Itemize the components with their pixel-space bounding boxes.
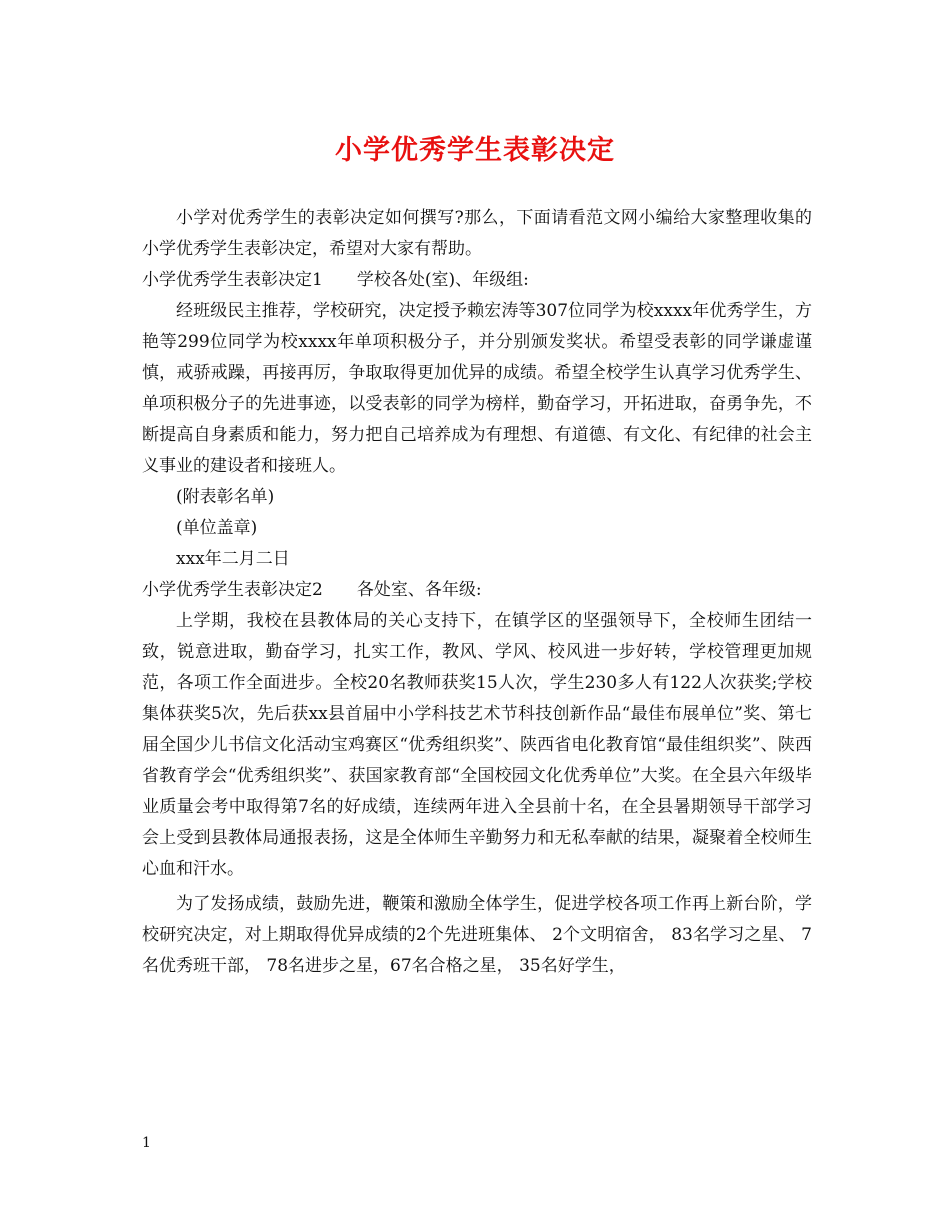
page-number: 1 xyxy=(142,1135,151,1151)
section-2-paragraph-2: 为了发扬成绩，鼓励先进，鞭策和激励全体学生，促进学校各项工作再上新台阶，学校研究决定，对上期取得优异成绩的2个先进班集体、 2个文明宿舍， 83名学习之星、 7名优秀班干部， 78名进步之星，67名合格之星， 35名好学生， xyxy=(142,894,812,976)
attachment-note: (附表彰名单) xyxy=(176,487,275,507)
issue-date: xxx年二月二日 xyxy=(176,549,290,569)
section-1-body: 经班级民主推荐，学校研究，决定授予赖宏涛等307位同学为校xxxx年优秀学生，方艳等299位同学为校xxxx年单项积极分子，并分别颁发奖状。希望受表彰的同学谦虚谨慎，戒骄戒躁，再接再厉，争取取得更加优异的成绩。希望全校学生认真学习优秀学生、单项积极分子的先进事迹，以受表彰的同学为榜样，勤奋学习，开拓进取，奋勇争先，不断提高自身素质和能力，努力把自己培养成为有理想、有道德、有文化、有纪律的社会主义事业的建设者和接班人。 xyxy=(142,301,812,476)
document-title: 小学优秀学生表彰决定 xyxy=(335,135,615,166)
section-2-heading: 小学优秀学生表彰决定2 各处室、各年级: xyxy=(142,580,482,600)
document-body xyxy=(142,203,812,982)
section-1-heading: 小学优秀学生表彰决定1 学校各处(室)、年级组: xyxy=(142,270,529,290)
seal-note: (单位盖章) xyxy=(176,518,258,538)
intro-paragraph: 小学对优秀学生的表彰决定如何撰写?那么，下面请看范文网小编给大家整理收集的小学优秀学生表彰决定，希望对大家有帮助。 xyxy=(142,208,812,259)
section-2-paragraph-1: 上学期，我校在县教体局的关心支持下，在镇学区的坚强领导下，全校师生团结一致，锐意进取，勤奋学习，扎实工作，教风、学风、校风进一步好转，学校管理更加规范，各项工作全面进步。全校20名教师获奖15人次，学生230多人有122人次获奖;学校集体获奖5次，先后获xx县首届中小学科技艺术节科技创新作品“最佳布展单位”奖、第七届全国少儿书信文化活动宝鸡赛区“优秀组织奖”、陕西省电化教育馆“最佳组织奖”、陕西省教育学会“优秀组织奖”、获国家教育部“全国校园文化优秀单位”大奖。在全县六年级毕业质量会考中取得第7名的好成绩，连续两年进入全县前十名，在全县暑期领导干部学习会上受到县教体局通报表扬，这是全体师生辛勤努力和无私奉献的结果，凝聚着全校师生心血和汗水。 xyxy=(142,611,812,879)
